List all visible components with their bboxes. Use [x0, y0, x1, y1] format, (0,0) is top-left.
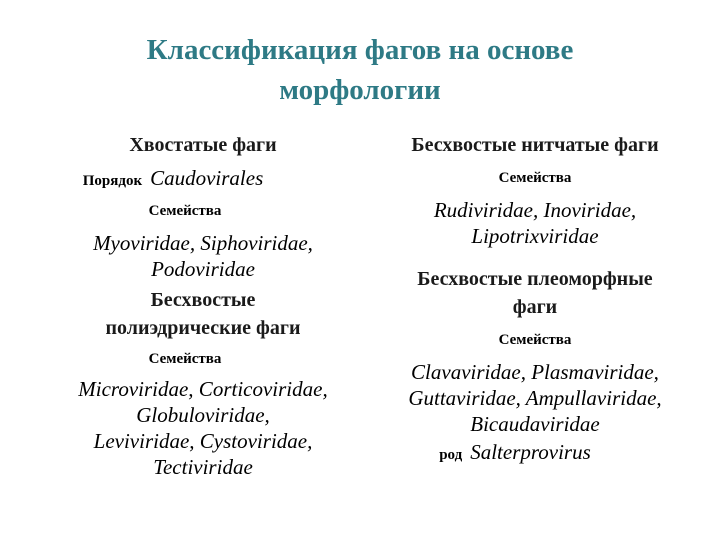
- polyhedral-phages-heading: [38, 286, 368, 342]
- order-row: [8, 165, 338, 192]
- families-label-polyhedral: Семейства: [148, 351, 222, 367]
- families-label-pleomorphic: Семейства: [498, 332, 572, 348]
- genus-label: род: [439, 447, 463, 463]
- pleomorphic-heading-line: фаги: [512, 296, 558, 318]
- genus-value: Salterprovirus: [470, 440, 591, 464]
- slide-title-line-2: морфологии: [279, 74, 441, 106]
- families-list-pleomorphic: [365, 359, 705, 437]
- families-line: Globuloviridae,: [136, 403, 270, 427]
- families-line: Tectiviridae: [153, 455, 253, 479]
- polyhedral-heading-line: полиэдрические фаги: [105, 317, 301, 339]
- tailless-phages-column: [365, 132, 705, 466]
- polyhedral-heading-line: Бесхвостые: [150, 289, 256, 311]
- families-label-filamentous: Семейства: [498, 170, 572, 186]
- pleomorphic-phages-heading: [365, 265, 705, 321]
- families-list-filamentous: [365, 197, 705, 249]
- genus-row: [345, 439, 685, 466]
- families-line: Podoviridae: [151, 257, 255, 281]
- families-line: Clavaviridae, Plasmaviridae,: [411, 360, 659, 384]
- families-line: Microviridae, Corticoviridae,: [78, 377, 328, 401]
- families-list-tailed: [38, 230, 368, 282]
- tailed-phages-heading: Хвостатые фаги: [129, 134, 277, 156]
- families-label-tailed: Семейства: [148, 203, 222, 219]
- families-line: Myoviridae, Siphoviridae,: [93, 231, 313, 255]
- slide-title: [0, 30, 720, 110]
- order-label: Порядок: [82, 173, 143, 189]
- tailed-phages-column: [38, 132, 368, 480]
- families-line: Rudiviridae, Inoviridae,: [433, 198, 637, 222]
- families-line: Guttaviridae, Ampullaviridae,: [408, 386, 662, 410]
- families-line: Lipotrixviridae: [471, 224, 599, 248]
- families-line: Leviviridae, Cystoviridae,: [93, 429, 313, 453]
- families-list-polyhedral: [38, 376, 368, 480]
- pleomorphic-heading-line: Бесхвостые плеоморфные: [417, 268, 653, 290]
- filamentous-phages-heading: Бесхвостые нитчатые фаги: [411, 134, 659, 156]
- slide-title-line-1: Классификация фагов на основе: [146, 34, 574, 66]
- families-line: Bicaudaviridae: [470, 412, 600, 436]
- order-value: Caudovirales: [150, 166, 264, 190]
